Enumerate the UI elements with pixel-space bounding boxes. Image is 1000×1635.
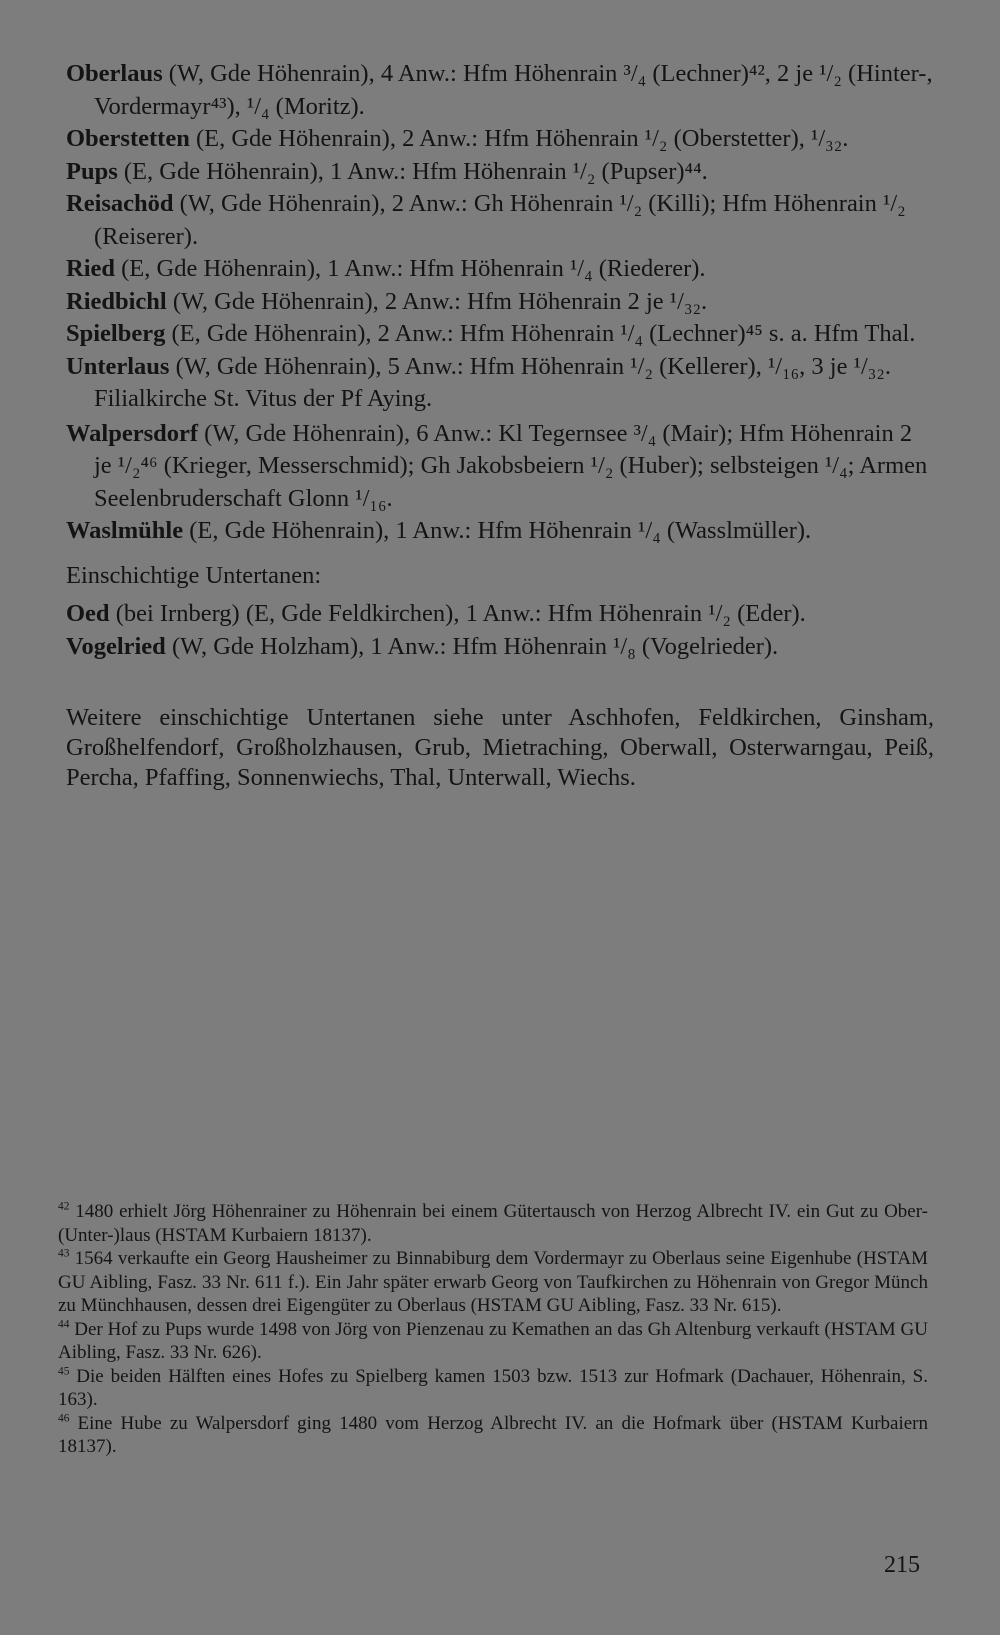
place-name: Oberstetten (66, 125, 190, 152)
entry-spielberg (66, 318, 934, 351)
entry-text: (W, Gde Höhenrain), 6 Anw.: Kl Tegernsee ³/₄ (Mair); Hfm Höhenrain 2 je ¹/₂⁴⁶ (Krieger, Messerschmid); Gh Jakobsbeiern ¹/₂ (Huber); selbsteigen ¹/₄; Armen Seelenbruderschaft Glonn ¹/₁₆. (94, 419, 928, 512)
entry-oberlaus (66, 58, 934, 123)
page-number: 215 (884, 1552, 920, 1578)
entry-unterlaus (66, 351, 934, 416)
footnote-text: Die beiden Hälften eines Hofes zu Spielberg kamen 1503 bzw. 1513 zur Hofmark (Dachauer, Höhenrain, S. 163). (58, 1365, 928, 1410)
place-name: Walpersdorf (66, 419, 199, 447)
entry-text: (E, Gde Höhenrain), 2 Anw.: Hfm Höhenrain ¹/₄ (Lechner)⁴⁵ s. a. Hfm Thal. (165, 320, 916, 347)
place-name: Oberlaus (66, 60, 163, 87)
place-name: Spielberg (66, 320, 166, 347)
place-name: Vogelried (66, 632, 166, 660)
entry-text: (W, Gde Höhenrain), 5 Anw.: Hfm Höhenrain ¹/₂ (Kellerer), ¹/₁₆, 3 je ¹/₃₂. (169, 352, 891, 380)
entry-text: (E, Gde Höhenrain), 1 Anw.: Hfm Höhenrain ¹/₄ (Riederer). (115, 255, 706, 282)
entry-text: (W, Gde Höhenrain), 2 Anw.: Hfm Höhenrain 2 je ¹/₃₂. (166, 287, 708, 315)
footnote-number: 42 (58, 1200, 70, 1213)
place-name: Reisachöd (66, 190, 174, 217)
footnote-text: Der Hof zu Pups wurde 1498 von Jörg von Pienzenau zu Kemathen an das Gh Altenburg verkauft (HSTAM GU Aibling, Fasz. 33 Nr. 626). (58, 1318, 928, 1363)
footnotes (58, 1200, 928, 1459)
entry-text: (E, Gde Höhenrain), 1 Anw.: Hfm Höhenrain ¹/₂ (Pupser)⁴⁴. (117, 157, 708, 185)
footnote-number: 45 (58, 1365, 70, 1378)
place-name: Riedbichl (66, 287, 167, 315)
entry-text: (W, Gde Holzham), 1 Anw.: Hfm Höhenrain ¹/₈ (Vogelrieder). (165, 632, 779, 660)
entry-text: (W, Gde Höhenrain), 2 Anw.: Gh Höhenrain ¹/₂ (Killi); Hfm Höhenrain ¹/₂ (Reiserer). (94, 190, 906, 250)
footnote-number: 44 (58, 1318, 70, 1331)
entry-pups (66, 156, 934, 189)
place-name: Oed (66, 600, 110, 627)
place-name: Waslmühle (66, 517, 184, 544)
footnote-number: 43 (58, 1247, 70, 1260)
footnote-46 (58, 1412, 928, 1459)
entry-text: (E, Gde Höhenrain), 1 Anw.: Hfm Höhenrain ¹/₄ (Wasslmüller). (183, 517, 812, 544)
place-name: Unterlaus (66, 352, 170, 380)
footnote-45 (58, 1365, 928, 1412)
footnote-43 (58, 1247, 928, 1318)
entry-text: (W, Gde Höhenrain), 4 Anw.: Hfm Höhenrain ³/₄ (Lechner)⁴², 2 je ¹/₂ (Hinter-, Vordermayr⁴³), ¹/₄ (Moritz). (94, 60, 933, 120)
place-name: Pups (66, 157, 118, 185)
entry-reisachoed (66, 188, 934, 253)
footnote-44 (58, 1318, 928, 1365)
entry-ried (66, 253, 934, 286)
place-name: Ried (66, 255, 115, 282)
section-heading: Einschichtige Untertanen: (66, 561, 322, 589)
further-subjects-paragraph: Weitere einschichtige Untertanen siehe unter Aschhofen, Feldkirchen, Ginsham, Großhelfendorf, Großholzhausen, Grub, Mietraching, Oberwall, Osterwarngau, Peiß, Percha, Pfaffing, Sonnenwiechs, Thal, Unterwall, Wiechs. (66, 704, 934, 791)
entry-riedbichl (66, 286, 934, 319)
entry-oberstetten (66, 123, 934, 156)
entry-text: (bei Irnberg) (E, Gde Feldkirchen), 1 Anw.: Hfm Höhenrain ¹/₂ (Eder). (109, 600, 806, 627)
entry-vogelried (66, 631, 934, 664)
entry-walpersdorf (66, 418, 934, 516)
entry-text: (E, Gde Höhenrain), 2 Anw.: Hfm Höhenrain ¹/₂ (Oberstetter), ¹/₃₂. (189, 125, 849, 152)
footnote-text: 1480 erhielt Jörg Höhenrainer zu Höhenrain bei einem Gütertausch von Herzog Albrecht IV. ein Gut zu Ober- (Unter-)laus (HSTAM Kurbaiern 18137). (58, 1201, 928, 1246)
footnote-text: 1564 verkaufte ein Georg Hausheimer zu Binnabiburg dem Vordermayr zu Oberlaus seine Eigenhube (HSTAM GU Aibling, Fasz. 33 Nr. 611 f.). Ein Jahr später erwarb Georg von Taufkirchen zu Höhenrain von Gregor Münch zu Münchhausen, dessen drei Eigengüter zu Oberlaus (HSTAM GU Aibling, Fasz. 33 Nr. 615). (58, 1248, 928, 1316)
entry-waslmuehle (66, 515, 934, 548)
entry-oed (66, 598, 934, 631)
footnote-number: 46 (58, 1412, 70, 1425)
footnote-42 (58, 1200, 928, 1247)
footnote-text: Eine Hube zu Walpersdorf ging 1480 vom Herzog Albrecht IV. an die Hofmark über (HSTAM Kurbaiern 18137). (58, 1412, 928, 1457)
entry-note: Filialkirche St. Vitus der Pf Aying. (94, 385, 433, 412)
entry-main-line (66, 351, 934, 384)
entries-list (66, 58, 934, 663)
